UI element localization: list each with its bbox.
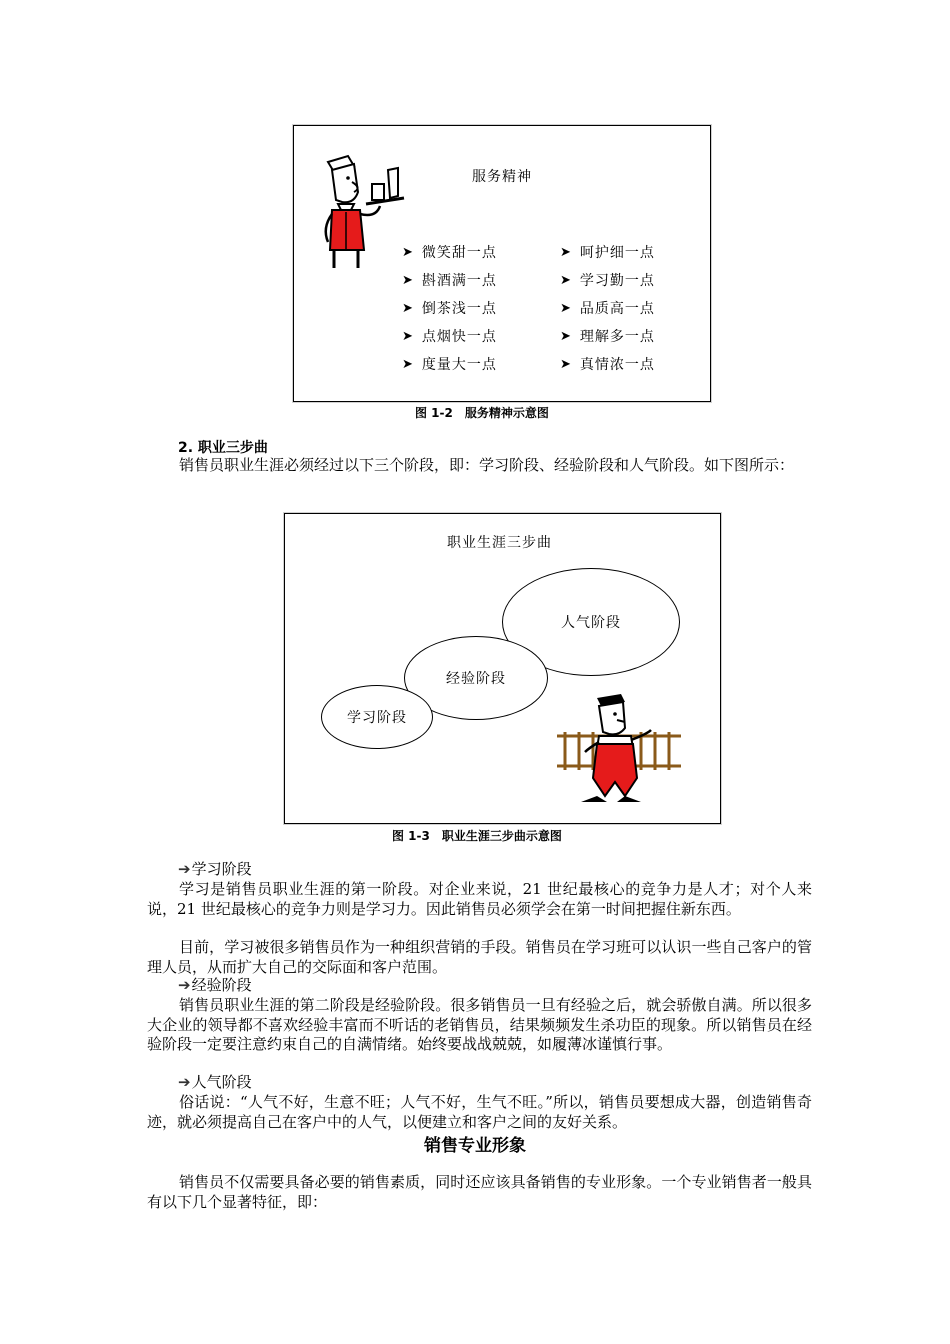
subheading-label: 人气阶段	[191, 1073, 252, 1091]
stage-ellipse-learning	[321, 685, 433, 749]
arrow-bullet-icon: ➤	[402, 356, 414, 372]
list-item	[560, 298, 655, 318]
stage-label: 人气阶段	[561, 615, 621, 631]
worker-ladder-illustration	[555, 692, 685, 807]
paragraph: 俗话说：“人气不好，生意不旺；人气不好，生气不旺。”所以，销售员要想成大器，创造销售奇迹，就必须提高自己在客户中的人气，以便建立和客户之间的友好关系。	[147, 1093, 812, 1131]
subheading-label: 学习阶段	[191, 860, 252, 878]
paragraph: 销售员职业生涯的第二阶段是经验阶段。很多销售员一旦有经验之后，就会骄傲自满。所以很多大企业的领导都不喜欢经验丰富而不听话的老销售员，结果频频发生杀功臣的现象。所以销售员在经验阶段一定要注意约束自己的自满情绪。始终要战战兢兢，如履薄冰谨慎行事。	[147, 996, 812, 1053]
list-item-label: 学习勤一点	[579, 273, 655, 289]
arrow-right-icon: ➔	[178, 1073, 191, 1091]
list-item-label: 品质高一点	[579, 301, 655, 317]
list-item-label: 真情浓一点	[579, 357, 655, 373]
figure-title: 职业生涯三步曲	[447, 535, 552, 551]
list-item-label: 呵护细一点	[579, 245, 655, 261]
subheading-label: 经验阶段	[191, 976, 252, 994]
list-item-label: 点烟快一点	[421, 329, 497, 345]
arrow-right-icon: ➔	[178, 860, 191, 878]
arrow-bullet-icon: ➤	[560, 356, 572, 372]
section-title: 销售专业形象	[424, 1136, 526, 1156]
arrow-bullet-icon: ➤	[560, 244, 572, 260]
figure-service-spirit	[293, 125, 711, 402]
subheading-popularity	[178, 1073, 252, 1092]
list-item-label: 倒茶浅一点	[421, 301, 497, 317]
arrow-bullet-icon: ➤	[402, 244, 414, 260]
list-item	[402, 270, 497, 290]
list-item	[560, 242, 655, 262]
section-heading: 2. 职业三步曲	[178, 440, 268, 456]
subheading-learning	[178, 860, 252, 879]
figure-caption: 图 1-3 职业生涯三步曲示意图	[392, 829, 562, 843]
arrow-bullet-icon: ➤	[560, 272, 572, 288]
arrow-bullet-icon: ➤	[560, 300, 572, 316]
arrow-bullet-icon: ➤	[402, 300, 414, 316]
figure-career-steps	[284, 513, 721, 824]
list-item-label: 斟酒满一点	[421, 273, 497, 289]
stage-label: 学习阶段	[347, 710, 407, 726]
list-item	[402, 298, 497, 318]
paragraph: 学习是销售员职业生涯的第一阶段。对企业来说，21 世纪最核心的竞争力是人才；对个人来说，21 世纪最核心的竞争力则是学习力。因此销售员必须学会在第一时间把握住新东西。	[147, 880, 812, 918]
arrow-bullet-icon: ➤	[402, 328, 414, 344]
figure-caption: 图 1-2 服务精神示意图	[415, 406, 549, 420]
arrow-bullet-icon: ➤	[402, 272, 414, 288]
list-item	[402, 354, 497, 374]
list-item	[402, 326, 497, 346]
stage-label: 经验阶段	[446, 671, 506, 687]
list-item	[560, 326, 655, 346]
list-item-label: 微笑甜一点	[421, 245, 497, 261]
subheading-experience	[178, 976, 252, 995]
arrow-bullet-icon: ➤	[560, 328, 572, 344]
paragraph: 目前，学习被很多销售员作为一种组织营销的手段。销售员在学习班可以认识一些自己客户的管理人员，从而扩大自己的交际面和客户范围。	[147, 938, 812, 976]
list-item-label: 度量大一点	[421, 357, 497, 373]
list-item	[560, 270, 655, 290]
list-item	[402, 242, 497, 262]
arrow-right-icon: ➔	[178, 976, 191, 994]
paragraph: 销售员不仅需要具备必要的销售素质，同时还应该具备销售的专业形象。一个专业销售者一般具有以下几个显著特征，即：	[147, 1173, 812, 1211]
list-item	[560, 354, 655, 374]
figure-title: 服务精神	[472, 169, 532, 185]
paragraph: 销售员职业生涯必须经过以下三个阶段，即：学习阶段、经验阶段和人气阶段。如下图所示：	[179, 456, 795, 474]
list-item-label: 理解多一点	[579, 329, 655, 345]
